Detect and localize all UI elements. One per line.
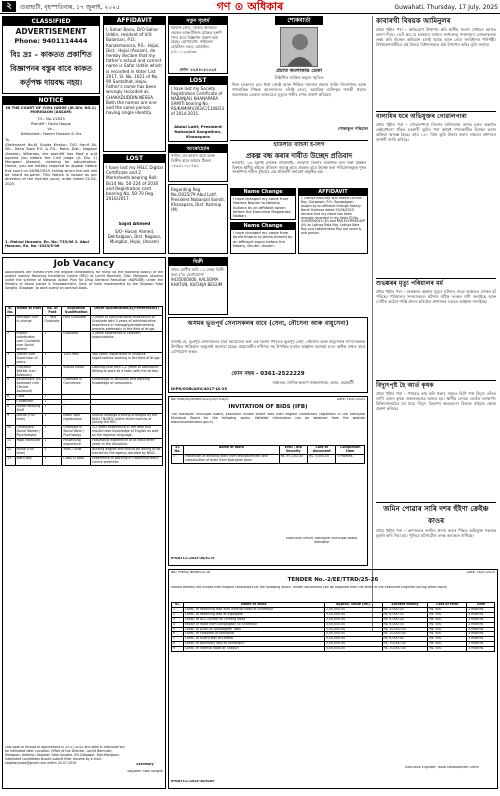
job-cell: MBBS with registration xyxy=(62,413,91,426)
job-cell: 1 xyxy=(43,399,62,404)
right-p2: প্ৰথম পৃষ্ঠাৰ পৰা – গোৱালপাৰা জিলাৰ বালিজানা ৰাজহ চক্ৰৰ অন্তৰ্গত কেইবাখনো গাঁৱত চৰকাৰী ভূমিৰ পৰা অবৈধ দখলকাৰীক উচ্ছেদ কৰাৰ প্ৰক্ৰিয়া আৰম্ভ হৈছে। প্ৰায় ১৪০ বিঘা ভূমি উদ্ধাৰ কৰাৰ লক্ষ্যৰে প্ৰশাসনে জাননী জাৰি কৰিছে। xyxy=(376,122,496,142)
job-cell: 11 xyxy=(6,439,16,448)
table-row xyxy=(6,365,163,378)
tender2-cell: 2 months xyxy=(467,617,495,622)
obituary xyxy=(230,16,368,138)
job-table-header xyxy=(6,307,163,316)
job-cell: 1 xyxy=(43,426,62,439)
tender-2-date: Date: 16/07/2025 xyxy=(466,571,495,574)
news-1-body: নলবাৰী, ১৬ জুলাই (নিজস্ব প্ৰতিনিধি): নলবাৰী জিলাৰ হাউলীত চলি থকা প্ৰকল্পৰ বিৰুদ্ধে স্থানীয় ৰাইজে প্ৰতিবাদ সাব্যস্ত কৰে। প্ৰকল্পৰ বাবে উচ্ছেদ কৰা পৰিয়ালসমূহক পুনৰ সংস্থাপনৰ দাবীত বুধবাৰে এক প্ৰতিবাদী সমাৱেশ অনুষ্ঠিত হয়। xyxy=(232,161,366,175)
job-cell: 1 xyxy=(43,447,62,456)
classified-advert: ADVERTISEMENT xyxy=(15,27,87,36)
job-cell: 7 xyxy=(6,399,16,404)
affidavit-1 xyxy=(103,16,166,152)
news-1 xyxy=(230,140,368,186)
notice-case: T.S.: No.1/2023 xyxy=(37,117,65,121)
job-cell: 2 xyxy=(6,332,16,353)
tender2-cell: Rs. 10,000.00 xyxy=(382,642,428,647)
tender2-cell: Rs. 500 xyxy=(428,637,467,642)
table-row xyxy=(6,315,163,332)
tender2-cell: Rs. 500 xyxy=(428,642,467,647)
right-h4: বিদ্যুৎপৃষ্ট হৈ আৰ্ত কৃষক xyxy=(376,380,496,390)
tender2-cell: 5,00,000.00 xyxy=(324,627,382,632)
job-cell: 1 xyxy=(43,395,62,400)
classified-box xyxy=(2,16,100,94)
tender2-cell: 9 xyxy=(172,647,184,652)
notice-body: (Defendant No.6) Sujata Khatun, D/O Hanif Ali, Vill:- Raha Town P.O. & P.S.: Raha, Dist.: Nagaon (Assam). Whereas, the plaintiff has filed a suit against you before the Civil Judge (Jr. Div. 1) Morigaon (Assam), claiming for adjudication. Hence, you are hereby required to appear before this court on 26/08/2025, failing which the suit will be heard ex-parte. This Notice is issued as per direction of the Hon'ble court, order dated 25-04-2025. xyxy=(5,143,97,186)
tender2-col-0: Sl. xyxy=(172,603,184,608)
rent-ad-heading: নতুন গৃহধৰ্ম xyxy=(169,17,227,25)
job-col-3: Education Qualification xyxy=(62,307,91,316)
right-column xyxy=(372,16,498,632)
tender2-cell: 3 months xyxy=(467,647,495,652)
disclaimer-line-3: কৰ্তৃপক্ষ দায়বদ্ধ নহয়। xyxy=(19,78,83,87)
tender2-col-4: Cost of form xyxy=(428,603,467,608)
lost-body: I have lost my HSLC Digital Certificate and 2 Marksheets bearing Roll: Bs14 No. 50-224 of 2016 and Registration card bearing No. 50-70 Reg. 2016/2017. xyxy=(106,165,163,202)
job-cell: 12th Pass xyxy=(62,352,91,365)
tender1-col-3: Cost of document xyxy=(308,446,336,455)
tender-2-table xyxy=(171,602,495,652)
tender2-cell: Const. of Retaining wall with Internal Road at Srirampur xyxy=(183,607,324,612)
name-change-1-heading: Name Change xyxy=(231,189,295,196)
job-cell: Post Graduate xyxy=(62,315,91,332)
tender2-cell: 2 months xyxy=(467,607,495,612)
job-cell: 12 xyxy=(6,447,16,456)
job-cell: Cook xyxy=(15,395,43,400)
job-cell: Knowledge of accounts and working knowledge of computers. xyxy=(90,378,162,395)
notice-court: IN THE COURT OF CIVIL JUDGE (JR.DIV. NO.1) MORIGAON (ASSAM) xyxy=(6,106,96,115)
job-cell: Ward Boy xyxy=(15,456,43,465)
job-cell: 1 xyxy=(43,352,62,365)
job-cell: 3 xyxy=(6,352,16,365)
tender1-cell: 3 months xyxy=(336,454,365,463)
table-row xyxy=(6,426,163,439)
tender2-col-1: Name of Work xyxy=(183,603,324,608)
lost-heading: LOST xyxy=(104,155,165,163)
classified-disclaimer xyxy=(3,48,99,92)
obituary-photo xyxy=(280,27,318,67)
tender2-cell: Const. of Boundary wall at Serfanguri xyxy=(183,642,324,647)
table-row xyxy=(6,456,163,465)
tuition-body: নগাওঁ, ঘৰ ভাৰাৰ বাবে আৰু বিক্ৰীৰ বাবে আমাৰ ঠিকনা ০৮৯৪১০২০৭৯২ xyxy=(171,154,215,168)
tender-1-header xyxy=(172,446,365,455)
job-table xyxy=(5,306,163,466)
job-cell: 4 xyxy=(6,365,16,378)
rent-ad xyxy=(168,16,228,74)
tender2-cell: 3,00,000.00 xyxy=(324,622,382,627)
affidavit-1-heading: AFFIDAVIT xyxy=(104,17,165,25)
govt-notice-sign: সঞ্চালক, সৈনিক কল্যাণ সঞ্চালনালয়, অসম, গুৱাহাটী xyxy=(272,380,354,385)
job-col-2: No. of Post xyxy=(43,307,62,316)
name-change-1 xyxy=(230,188,296,220)
date-left: গুৱাহাটী, বৃহস্পতিবাৰ, ১৭ জুলাই, ২০২৫ xyxy=(20,4,120,11)
govt-notice-title: অসমৰ ভূতপূৰ্ব সেনাসকলৰ বাবে (সেনা, নৌসেনা আৰু বায়ুসেনা) xyxy=(187,320,349,327)
tender-1-table xyxy=(171,445,365,464)
job-table-body xyxy=(6,315,163,465)
news-1-headline: প্ৰকল্প বন্ধ কৰাৰ দাবীত উচ্ছেদ প্ৰতিবাদ xyxy=(246,152,352,160)
job-cell: 13 xyxy=(6,456,16,465)
affidavit-2-body: I, Lakhya Bala Roy W/o Padma Lochan Roy, Gorogaon, P.O.: Bongaigaon, Assam by an affidavit through Notary North Salmara dated 23/06/2025 declare that my name has been wrongly recorded in my Voter ID No. 410/0000043 (III) and PAN ECHPR8540P (III) as Lakhya Bala Roy. Lakhya Bala Roy and Lakshmibala Roy are same & one person. xyxy=(301,197,365,236)
tender1-cell: Rs. 5,000.00 xyxy=(308,454,336,463)
news-1-kicker: হাউলীত বাহিনী ই-লিগ xyxy=(273,142,325,148)
tender2-cell: Rs. 500 xyxy=(428,612,467,617)
job-cell: Graduate xyxy=(62,332,91,353)
job-cell: Cooking-care with 1-2 years of salesforce. Willing to work as a team with the strikes. xyxy=(90,365,162,378)
tender2-cell: 7 xyxy=(172,637,184,642)
tender2-cell: Const. of Drain at Gossaigaon Town xyxy=(183,627,324,632)
job-cell: Possessing experience xyxy=(62,439,91,448)
tender-1-title: INVITATION OF BIDS (IFB) xyxy=(228,404,308,410)
job-cell: Possessing experience of at least three years in the discipline. xyxy=(90,439,162,448)
job-cell: Graduate in Social Work / Psychology xyxy=(62,426,91,439)
job-cell: ANM / GNM xyxy=(62,447,91,456)
right-h5: জমিন পোৱাৰ সাৰি দশৰ হুঁইণা ক্ৰেইঞ্চ কাওৰ xyxy=(376,502,496,526)
job-cell: Nurse (Full time) xyxy=(15,447,43,456)
tender2-cell: 3 months xyxy=(467,642,495,647)
table-row xyxy=(6,352,163,365)
govt-notice-body: জানাই যে, ভূতপূৰ্ব সেনাসকলৰ বাবে আয়োজন কৰা এক বিশেষ শিবিৰত ভূতপূৰ্ব সেনা, নৌসেনা আৰু বায়ুসেনাৰ সদস্যসকলক উপস্থিত থাকিবলৈ অনুৰোধ জনোৱা হৈছে। প্ৰয়োজনীয় নথিপত্ৰ সহ উপস্থিত হ'বলৈ আহ্বান জনোৱা হ'ল। অধিক তথ্যৰ বাবে যোগাযোগ কৰক। xyxy=(171,340,365,354)
tender2-cell: Rs. 500 xyxy=(428,607,467,612)
job-cell: Yoga Instructor xyxy=(15,439,43,448)
job-cell: - xyxy=(62,395,91,400)
job-cell: 1 xyxy=(43,404,62,413)
tender2-cell: 6 xyxy=(172,632,184,637)
job-cell: Project coordinator cum Counselor cum Social worker xyxy=(15,332,43,353)
govt-notice-ref: DIPR/GOB/ADV/4017-JA-25 xyxy=(171,386,228,391)
obituary-name: প্ৰয়াত কমলাকান্ত ডেকা xyxy=(276,68,322,74)
affidavit-2-heading: AFFIDAVIT xyxy=(299,189,367,196)
job-sign-name: Secretary xyxy=(136,763,154,766)
tender2-cell: Rs. 6,000.00 xyxy=(382,637,428,642)
job-cell: 6 xyxy=(6,395,16,400)
tender2-cell: 3 xyxy=(172,617,184,622)
job-table-wrap xyxy=(5,306,163,742)
job-cell: 1 - Post Graduate xyxy=(43,315,62,332)
job-cell: 1 xyxy=(43,378,62,395)
job-cell: 5 xyxy=(6,378,16,395)
job-vacancy xyxy=(2,257,166,789)
tender-1-ref: No: KMB/Sd/Tender/2025/24/79-A(2) xyxy=(171,398,229,401)
tender2-cell: 3 months xyxy=(467,632,495,637)
tender2-col-2: Approx. value (Rs.) xyxy=(324,603,382,608)
name-change-2-heading: Name Change xyxy=(231,223,295,230)
tender2-cell: Rs. 6,000.00 xyxy=(382,622,428,627)
job-cell: 2 years of administrative experience or Graduate with 5 years of administrative experience in managing/implementing projects preferably in the field of drugs. xyxy=(90,315,162,332)
obituary-heading: শোকবাৰ্তা xyxy=(275,16,323,25)
tender-2 xyxy=(168,569,498,789)
job-cell: 10 xyxy=(6,426,16,439)
classified-phone: Phone: 9401114444 xyxy=(14,37,88,45)
table-row xyxy=(6,404,163,413)
tuition-heading: আৰোহ্যোৰ xyxy=(169,145,227,153)
notice-advocates: 1. Moinul Hussain, En. No.-733/06 2. Abul Hannan, En. No.-1023/5-06 xyxy=(5,240,89,249)
tender-1-refno: IPR/BTC/C/2025-26/6179 xyxy=(171,557,215,560)
lost-name: Sajid Ahmed xyxy=(118,222,151,227)
tender2-cell: Rs. 500 xyxy=(428,627,467,632)
tender2-cell: 3,00,000.00 xyxy=(324,617,382,622)
job-cell: 1 xyxy=(43,439,62,448)
job-col-4: Other Qualification(s)/Preference(s) xyxy=(90,307,162,316)
right-p4: প্ৰথম পৃষ্ঠাৰ পৰা – পথাৰত কাম কৰি থকাৰ সময়ত ছিগি পৰা বিদ্যুৎ তাঁৰত লাগি এজন কৃষক গুৰুতৰভাৱে আহত হয়। স্থানীয় লোকে তেওঁক তৎক্ষণাৎ চিকিৎসালয়লৈ লৈ যায়। বিদ্যুৎ বিভাগৰ অৱহেলাৰ বিৰুদ্ধে ৰাইজে ক্ষোভ প্ৰকাশ কৰিছে। xyxy=(376,391,496,411)
notice-vs: Vs – xyxy=(47,127,55,131)
affidavit-2 xyxy=(298,188,368,254)
tender2-cell: Const. of Footpath at Kokrajhar xyxy=(183,632,324,637)
job-cell: Trainer cum Supervisor of peers xyxy=(15,352,43,365)
job-cell xyxy=(90,404,162,413)
tender2-cell: 5,00,000.00 xyxy=(324,642,382,647)
right-p5: প্ৰথম পৃষ্ঠাৰ পৰা – আদালতে জামিন প্ৰদান কৰাৰ পিছত অভিযুক্ত সকলক মুকলি কৰি দিয়া হয়। পুলিচে ঘটনাটোৰ তদন্ত অব্যাহত ৰাখিছে। xyxy=(376,528,496,538)
affidavit-1-body: I, Sahar Banu, D/O Sahar Uddin, resident of Vill: Balamari, P.O.: Kanakmanora, P.S.: Hojai, Dist.: Hojai (Assam), do hereby declare that my father's actual and correct name is Safar Uddin which is recorded in Voter List 2017, Sl. No. 1021 of No. 90 Santalhat, Hojai. Father's name has been wrongly recorded as CHAKADUDDIN NESSA. Both the names are one and the same person having single identity. xyxy=(106,27,162,116)
lost-2-heading: LOST xyxy=(169,77,227,85)
tender2-cell: 1 xyxy=(172,607,184,612)
job-col-1: Name of Post xyxy=(15,307,43,316)
regarding-box xyxy=(168,184,228,254)
tender2-cell: Rs. 4,000.00 xyxy=(382,607,428,612)
tender2-cell: Const. of Guard wall at Dotma xyxy=(183,637,324,642)
tender-1-sign: Executive Officer, Kokrajhar Municipal Board, Kokrajhar xyxy=(286,537,358,544)
job-cell: Consultant Social Worker / Psychologist xyxy=(15,426,43,439)
table-row xyxy=(6,413,163,426)
disclaimer-line-1: বিঃ দ্রঃ – কাকতত প্ৰকাশিত xyxy=(10,50,92,59)
job-cell: 8 xyxy=(6,404,16,413)
job-cell: 1 xyxy=(43,365,62,378)
paper-title: গণ ⊙ অধিকাৰ xyxy=(216,0,284,13)
job-cell: House Keeping Staff xyxy=(15,404,43,413)
tender2-cell: 3 months xyxy=(467,627,495,632)
sale-ad xyxy=(168,257,228,315)
regarding-body: Regarding Reg. No./2025/79 Abul Latif, President Nabanjali Samiti, Khanapara, Dist: Kamrup (M) xyxy=(171,187,225,212)
tender2-cell: 2 months xyxy=(467,612,495,617)
tender-2-body: Sealed tenders are invited from eligible contractors for the following works. Tender documents can be obtained from the office of the Executive Engineer during office hours. xyxy=(171,586,448,589)
masthead xyxy=(0,0,500,14)
govt-notice-phone: ফোন নম্বৰ - 0361-2522229 xyxy=(231,371,305,377)
notice-plaintiff: Plaintiff : Fazlul Hoque xyxy=(31,122,71,126)
tender2-cell: Rs. 500 xyxy=(428,622,467,627)
tender-1-body-rows xyxy=(172,454,365,463)
job-intro: Applications are invited from the eligible candidate(s) for filling up the following post(s) of the project namely Reaching Excellence Centre (REC) at Lachit Barmukh, Dist. Morigaon (Assam) under the scheme of National Action Plan for Drug Demand Reduction (NAPDDR) under the Ministry of Social Justice & Empowerment, Govt. of India implemented by the Saijadan Yuba Sangha, Silasagar, to work purely on contract basis. xyxy=(5,271,163,290)
tender2-cell: 8 xyxy=(172,642,184,647)
tender-2-body-rows xyxy=(172,607,495,651)
job-heading: Job Vacancy xyxy=(53,259,115,269)
tender2-cell: 5,00,000.00 xyxy=(324,632,382,637)
right-h1: কাবাৰখী বিষয়ক আমিনুলৰ xyxy=(376,17,451,25)
rent-ad-phone: ফোন- ৮২৪৪০৮১৩২৪ xyxy=(179,67,217,72)
notice-heading: NOTICE xyxy=(3,97,99,105)
table-row xyxy=(172,454,365,463)
job-cell: Should undergo training arranged by the NISD / NDDTC within three months of joining the REC. xyxy=(90,413,162,426)
tender1-col-1: Name of Work xyxy=(184,446,279,455)
right-h3: শুভঙ্কৰৰ মৃত্যু পৰিয়ালৰ মৰ্ম xyxy=(376,278,496,288)
notice-to: To, xyxy=(5,138,10,142)
name-change-1-body: I have changed my name from Nasima Begum to Nasima Sultana by an affidavit sworn before the Executive Magistrate, Nalbari. xyxy=(233,197,292,219)
job-cell: 1 xyxy=(43,456,62,465)
right-p3: প্ৰথম পৃষ্ঠাৰ পৰা – শুভঙ্কৰৰ অকাল মৃত্যুৰ ঘটনাত সমগ্ৰ অঞ্চলত শোকৰ ছাঁ পৰিছে। পৰিয়ালৰ সদস্যসকলে ঘটনাৰ সঠিক তদন্তৰ দাবী জনাইছে আৰু দোষীক কঠোৰ শাস্তি প্ৰদান কৰিবলৈ প্ৰশাসনৰ ওচৰত আহ্বান জনাইছে। xyxy=(376,289,496,304)
job-cell: Doctor (Full time) xyxy=(15,413,43,426)
job-footer: Last date of receipt of applications is 25-07-2025 and date of interview will be intimated later. Location: Office of the Director, Lachit Barmukh, Morigaon. Address: Saijadan Yuba Sangha, Vill-Silasagar, Dist-Morigaon. Interested candidates should submit their resume by e-mail: saijadanyuba@gmail.com within 25-07-2025. xyxy=(5,746,125,765)
obituary-caption: উল্লিখিত ব্যক্তিৰ অমূল্য স্মৃতিত xyxy=(274,75,324,80)
tender-2-refno: IPR/BTC/C/2025-26/6189 xyxy=(171,780,215,783)
tender-2-ref: No.: PWRD/Tender/25-26 xyxy=(171,571,211,574)
job-cell: Should know xyxy=(62,365,91,378)
tender1-cell: 1 xyxy=(172,454,184,463)
tender2-cell: Rs. 6,000.00 xyxy=(382,612,428,617)
tender2-cell: 5 xyxy=(172,627,184,632)
right-h2: বালাধিৰ যৰে অভিযুক্তৰ গোৱালপাৰা xyxy=(376,111,496,121)
tender-1-date: Date: 16/07/2025 xyxy=(336,398,365,401)
govt-notice xyxy=(168,317,368,393)
job-col-0: Sl. No. xyxy=(7,306,14,314)
date-right: Guwahati, Thursday, 17 July, 2025 xyxy=(394,4,498,11)
lost-address: S/O- Hasan Ahmed, Dekhalgaon, Dist. Nagaon, Mungbar, Hojai, (Assam) xyxy=(107,229,162,244)
tender-1-table-wrap xyxy=(171,445,365,525)
job-cell: 3 years experience in relevant organizations. xyxy=(90,332,162,353)
job-cell: Accountant (Ex Assessee cum Clerical Assistant) xyxy=(15,378,43,395)
right-p1: প্ৰথম পৃষ্ঠাৰ পৰা – অভিযোগ উত্থাপন কৰি স্থানীয় সংবাদ মাধ্যমৰ আগত ভাষণ দিয়ে। তেওঁ কয় যে চৰকাৰে ৰাজ্যৰ সংখ্যালঘু সম্প্ৰদায়ৰ লোকসকলক লক্ষ্য কৰি উচ্ছেদ অভিযান চলাই আছে আৰু সেয়া সংবিধানৰ পৰিপন্থী। বিধায়কগৰাকীয়ে এই বিষয়ে বিধানসভাত প্ৰশ্ন উত্থাপন কৰিব বুলি জনায়। xyxy=(376,27,496,47)
court-notice xyxy=(2,96,100,254)
page-number: ২ xyxy=(2,1,16,12)
job-cell: Graduate in Commerce xyxy=(62,378,91,395)
table-row xyxy=(6,378,163,395)
tender2-col-3: Earnest money xyxy=(382,603,428,608)
tender2-cell: Rs. 6,000.00 xyxy=(382,617,428,622)
classified-label: CLASSIFIED xyxy=(3,17,99,26)
tender2-cell: Const. of Internal Road at Titaguri xyxy=(183,647,324,652)
notice-defendants: Defendant:- Hanim Hussain & Ors xyxy=(20,132,82,136)
tender1-cell: Protection of existing drain from encroachment and construction of drain from Kokrajhar town xyxy=(184,454,279,463)
tender2-cell: Rs. 500 xyxy=(428,617,467,622)
name-change-2-body: I have changed my name from Jenifa Khatun to Jenifa Ahmed by an affidavit sworn before the Notary, Dhubri, Assam. xyxy=(233,231,293,248)
lost-2 xyxy=(168,76,228,142)
disclaimer-line-2: বিজ্ঞাপনৰ বস্তুৰ বাবে কাকত xyxy=(10,64,92,73)
job-cell: - xyxy=(62,404,91,413)
job-cell: Class XI pass xyxy=(62,456,91,465)
tender2-cell: Const. of RCC culvert at Chirang Road xyxy=(183,617,324,622)
tender2-cell: Repair of Road from Bongaigaon to Srirampur xyxy=(183,622,324,627)
tender-2-table-wrap xyxy=(171,602,495,752)
job-cell: - xyxy=(62,399,91,404)
job-cell: Experience of working in Hospitals/Health Centre preferred. xyxy=(90,456,162,465)
rent-ad-body: চিচিফি ৰোড, বিবিচি অ'ফিচৰ ওচৰত আৰু টকিজ চৌকত দূৰুণি পদৰ বাবে বিজ্ঞাপন প্ৰকাশ কৰা হৈছে। যোগাযোগ: সাইমনল হোটেলৰ ওচৰ, মোবাইল: ৯৭০০১২৩৫৩৬ xyxy=(171,26,222,54)
tender1-col-2: EMD / Bid Security xyxy=(279,446,307,455)
tender1-col-4: Completion time xyxy=(336,446,365,455)
job-cell: 9 xyxy=(6,413,16,426)
tender2-cell: 2 months xyxy=(467,622,495,627)
job-cell: Nursing degree and should be willing to be trained by the agency decided by NISD. xyxy=(90,447,162,456)
tender1-cell: Rs. 97,250.00 xyxy=(279,454,307,463)
tuition-ad xyxy=(168,144,228,182)
job-cell: Outreach Worker cum Advocacy xyxy=(15,365,43,378)
tender2-cell: 2 months xyxy=(467,637,495,642)
sale-ad-body: প্ৰথম শ্ৰেণীৰ জমি ১২ লেছা বিক্ৰী কৰা হ'ব। যোগাযোগ: 9435000000, KALSOMA KHATUN, KUCHIJA BEGUM xyxy=(171,267,224,287)
tender2-cell: 3,00,000.00 xyxy=(324,637,382,642)
job-cell: Chowkidar xyxy=(15,399,43,404)
tender2-col-5: Time xyxy=(467,603,495,608)
tender2-cell: 3,00,000.00 xyxy=(324,612,382,617)
tender2-cell: Rs. 10,000.00 xyxy=(382,627,428,632)
tender-2-sign: Executive Engineer, Rural Development Office xyxy=(405,766,479,769)
tender2-cell: 2 xyxy=(172,612,184,617)
obituary-body: নিজ চৰকাৰৰ মেৰ ধাৰা জ্যেষ্ঠ আৰু শিক্ষিত সমাজৰ শ্ৰদ্ধাৰ ব্যক্তি জিলাখনৰ আৰু গণতান্ত্ৰিক শিক্ষক আন্দোলনৰ বলিষ্ঠ নেতা, অমায়িক ব্যক্তিত্বৰ গৰাকী প্ৰয়াত কমলাকান্ত ডেকাৰ অসময়তে মৃত্যুত গভীৰ শোক প্ৰকাশ কৰিছো। xyxy=(232,82,366,97)
job-cell: 1 xyxy=(43,413,62,426)
tender2-cell: Rs. 10,000.00 xyxy=(382,632,428,637)
tender-1-body: The Kokrajhar Municipal Board, Kokrajhar invites online bids from eligible contractors registered in the Kokrajhar Municipal Board for the following works. Detailed information can be obtained from the website www.assamtenders.gov.in. xyxy=(171,413,365,424)
table-row xyxy=(6,332,163,353)
job-cell: 1 xyxy=(43,332,62,353)
tender1-col-0: Sl. No. xyxy=(172,446,184,455)
tender2-cell: 5,00,000.00 xyxy=(324,647,382,652)
tender2-cell: Rs. 500 xyxy=(428,632,467,637)
job-cell: 1-2 years experience in the field and should have knowledge of English as well as the regional language. xyxy=(90,426,162,439)
lost-2-body: I have lost my Society Registration Certificate of NABANJALI KHANAPARA SAMITI bearing No. RS/KAM(M)/263/C/1108/23 of 2014-2015. xyxy=(171,86,225,116)
tender2-cell: Const. of Retaining wall at Kajalgaon xyxy=(183,612,324,617)
tender-1 xyxy=(168,396,368,566)
job-sign-org: Saijadan Yuba Sangha xyxy=(127,770,163,773)
lost-notice xyxy=(103,154,166,254)
job-cell: Two years' experience in instance organizations working in the field of drugs. xyxy=(90,352,162,365)
job-cell: 1 xyxy=(6,315,16,332)
tender2-cell: Rs. 10,000.00 xyxy=(382,647,428,652)
tender2-cell: 2,00,000.00 xyxy=(324,607,382,612)
table-row xyxy=(172,647,495,652)
obituary-sign: শোকাকুল পৰিয়াল xyxy=(337,126,368,131)
tender2-cell: Rs. 500 xyxy=(428,647,467,652)
job-cell: Manager cum In-charge xyxy=(15,315,43,332)
table-row xyxy=(6,447,163,456)
tender-2-title: TENDER No.-2/EE/TTRD/25-26 xyxy=(287,577,379,583)
sale-ad-heading: বিক্ৰী xyxy=(169,258,227,266)
name-change-2 xyxy=(230,222,296,254)
lost-2-name: Abdul Latif, President Nabanjali Sangathan, Khanapara xyxy=(174,125,222,139)
tender2-cell: 4 xyxy=(172,622,184,627)
